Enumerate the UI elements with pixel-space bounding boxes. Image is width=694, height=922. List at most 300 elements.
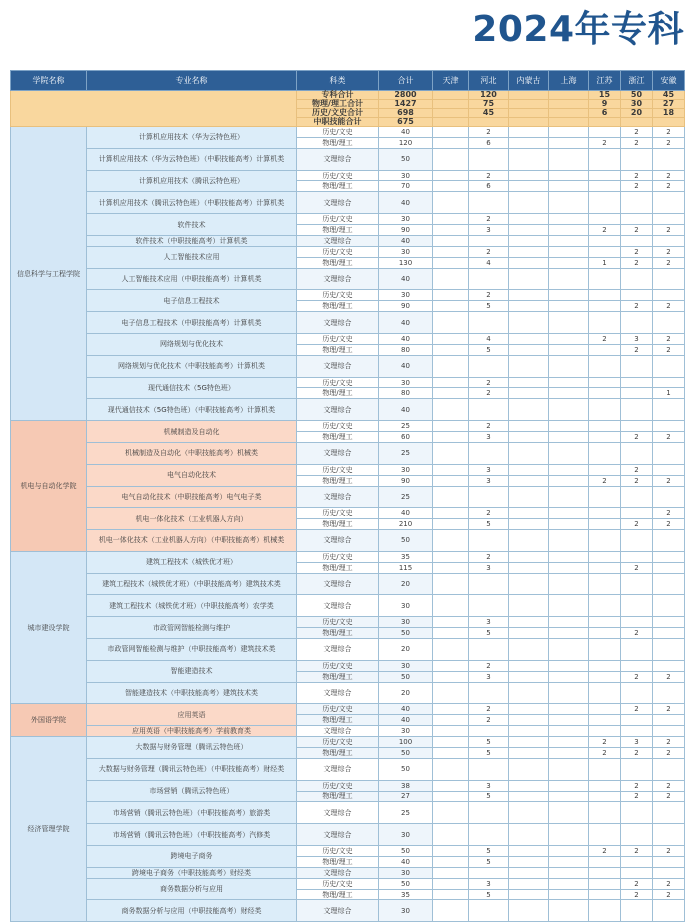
province-cell: 2: [469, 551, 509, 562]
major-name: 计算机应用技术（华为云特色班）（中职技能高考）计算机类: [87, 148, 297, 170]
province-cell: [509, 900, 549, 922]
province-cell: 3: [469, 780, 509, 791]
total-cell: 50: [379, 628, 433, 639]
major-name: 商务数据分析与应用: [87, 878, 297, 900]
summary-province-value: [509, 109, 549, 118]
major-name: 人工智能技术应用: [87, 246, 297, 268]
total-cell: 30: [379, 246, 433, 257]
province-cell: [433, 464, 469, 475]
province-cell: [433, 617, 469, 628]
category-cell: 物理/理工: [297, 225, 379, 236]
province-cell: [621, 802, 653, 824]
header-total: 合计: [379, 71, 433, 91]
table-row: [11, 312, 685, 334]
province-cell: [433, 148, 469, 170]
province-cell: [589, 562, 621, 573]
summary-province-value: [433, 100, 469, 109]
province-cell: 3: [469, 432, 509, 443]
province-cell: [549, 682, 589, 704]
province-cell: [589, 824, 621, 846]
major-name: 机械制造及自动化: [87, 421, 297, 443]
total-cell: 80: [379, 344, 433, 355]
table-row: [11, 737, 685, 748]
province-cell: 4: [469, 257, 509, 268]
province-cell: [621, 235, 653, 246]
category-cell: 物理/理工: [297, 562, 379, 573]
province-cell: 2: [621, 780, 653, 791]
major-name: 软件技术: [87, 214, 297, 236]
major-name: 应用英语（中职技能高考）学前教育类: [87, 726, 297, 737]
province-cell: [621, 617, 653, 628]
table-row: [11, 595, 685, 617]
total-cell: 40: [379, 333, 433, 344]
province-cell: [509, 225, 549, 236]
province-cell: [549, 617, 589, 628]
table-row: [11, 246, 685, 257]
summary-total: 1427: [379, 100, 433, 109]
table-row: [11, 399, 685, 421]
total-cell: 30: [379, 617, 433, 628]
province-cell: [549, 508, 589, 519]
summary-province-value: [433, 109, 469, 118]
province-cell: [433, 758, 469, 780]
province-cell: [469, 268, 509, 290]
province-cell: [589, 464, 621, 475]
province-cell: [589, 421, 621, 432]
province-cell: [549, 246, 589, 257]
province-cell: [509, 486, 549, 508]
header-anhui: 安徽: [653, 71, 685, 91]
major-name: 电气自动化技术: [87, 464, 297, 486]
province-cell: [509, 432, 549, 443]
table-row: [11, 682, 685, 704]
province-cell: 2: [653, 225, 685, 236]
province-cell: [469, 802, 509, 824]
summary-province-value: 20: [621, 109, 653, 118]
province-cell: 2: [621, 671, 653, 682]
province-cell: [433, 846, 469, 857]
province-cell: [653, 595, 685, 617]
province-cell: [621, 388, 653, 399]
major-name: 电子信息工程技术（中职技能高考）计算机类: [87, 312, 297, 334]
total-cell: 40: [379, 715, 433, 726]
province-cell: [653, 726, 685, 737]
province-cell: [469, 824, 509, 846]
province-cell: [589, 192, 621, 214]
province-cell: [549, 421, 589, 432]
province-cell: 5: [469, 344, 509, 355]
province-cell: [433, 301, 469, 312]
province-cell: 5: [469, 628, 509, 639]
province-cell: 2: [653, 181, 685, 192]
summary-province-value: [433, 118, 469, 127]
province-cell: 1: [653, 388, 685, 399]
total-cell: 40: [379, 856, 433, 867]
category-cell: 物理/理工: [297, 344, 379, 355]
province-cell: [433, 660, 469, 671]
province-cell: [509, 747, 549, 758]
total-cell: 115: [379, 562, 433, 573]
province-cell: [509, 856, 549, 867]
province-cell: [433, 235, 469, 246]
total-cell: 50: [379, 846, 433, 857]
province-cell: [549, 235, 589, 246]
total-cell: 30: [379, 867, 433, 878]
major-name: 市场营销（腾讯云特色班）: [87, 780, 297, 802]
province-cell: [549, 486, 589, 508]
summary-province-value: [549, 91, 589, 100]
province-cell: 2: [469, 290, 509, 301]
table-row: [11, 377, 685, 388]
province-cell: [549, 127, 589, 138]
province-cell: [549, 148, 589, 170]
category-cell: 历史/文史: [297, 421, 379, 432]
province-cell: [549, 355, 589, 377]
category-cell: 文理综合: [297, 235, 379, 246]
province-cell: [433, 225, 469, 236]
province-cell: [433, 878, 469, 889]
province-cell: [433, 508, 469, 519]
province-cell: [621, 377, 653, 388]
province-cell: 2: [653, 791, 685, 802]
province-cell: 2: [621, 562, 653, 573]
province-cell: [653, 442, 685, 464]
province-cell: 2: [653, 519, 685, 530]
province-cell: [653, 715, 685, 726]
total-cell: 80: [379, 388, 433, 399]
total-cell: 30: [379, 464, 433, 475]
summary-province-value: 45: [653, 91, 685, 100]
province-cell: 2: [653, 737, 685, 748]
province-cell: [589, 181, 621, 192]
category-cell: 文理综合: [297, 682, 379, 704]
province-cell: [509, 355, 549, 377]
province-cell: 2: [469, 704, 509, 715]
table-row: [11, 333, 685, 344]
category-cell: 历史/文史: [297, 290, 379, 301]
major-name: 市场营销（腾讯云特色班）（中职技能高考）旅游类: [87, 802, 297, 824]
category-cell: 历史/文史: [297, 333, 379, 344]
province-cell: [509, 475, 549, 486]
total-cell: 50: [379, 671, 433, 682]
province-cell: [509, 682, 549, 704]
table-row: [11, 355, 685, 377]
province-cell: 2: [621, 475, 653, 486]
province-cell: [433, 475, 469, 486]
province-cell: 2: [653, 246, 685, 257]
province-cell: 3: [469, 562, 509, 573]
province-cell: [549, 639, 589, 661]
province-cell: 2: [469, 388, 509, 399]
table-body: [11, 91, 685, 922]
category-cell: 历史/文史: [297, 127, 379, 138]
major-name: 建筑工程技术（城铁优才班）（中职技能高考）农学类: [87, 595, 297, 617]
table-row: [11, 530, 685, 552]
header-hebei: 河北: [469, 71, 509, 91]
province-cell: 2: [621, 519, 653, 530]
province-cell: [433, 486, 469, 508]
province-cell: [509, 758, 549, 780]
province-cell: [549, 660, 589, 671]
total-cell: 130: [379, 257, 433, 268]
category-cell: 历史/文史: [297, 617, 379, 628]
province-cell: [549, 595, 589, 617]
province-cell: 5: [469, 856, 509, 867]
province-cell: [469, 355, 509, 377]
province-cell: 3: [469, 617, 509, 628]
province-cell: [509, 312, 549, 334]
category-cell: 历史/文史: [297, 377, 379, 388]
province-cell: [653, 660, 685, 671]
category-cell: 文理综合: [297, 148, 379, 170]
province-cell: [589, 682, 621, 704]
province-cell: [509, 257, 549, 268]
province-cell: [589, 290, 621, 301]
total-cell: 30: [379, 214, 433, 225]
province-cell: 2: [621, 432, 653, 443]
province-cell: [509, 715, 549, 726]
table-row: [11, 878, 685, 889]
major-name: 计算机应用技术（腾讯云特色班）: [87, 170, 297, 192]
province-cell: [433, 551, 469, 562]
province-cell: [549, 432, 589, 443]
province-cell: 3: [469, 878, 509, 889]
province-cell: [589, 856, 621, 867]
table-row: [11, 824, 685, 846]
province-cell: [469, 312, 509, 334]
province-cell: [469, 148, 509, 170]
major-name: 机电一体化技术（工业机器人方向）: [87, 508, 297, 530]
province-cell: [433, 747, 469, 758]
table-row: [11, 442, 685, 464]
province-cell: [469, 399, 509, 421]
province-cell: [433, 214, 469, 225]
province-cell: [509, 290, 549, 301]
province-cell: 2: [621, 878, 653, 889]
province-cell: [433, 737, 469, 748]
category-cell: 历史/文史: [297, 246, 379, 257]
category-cell: 物理/理工: [297, 137, 379, 148]
province-cell: [469, 595, 509, 617]
total-cell: 30: [379, 660, 433, 671]
table-row: [11, 639, 685, 661]
province-cell: 2: [621, 704, 653, 715]
category-cell: 物理/理工: [297, 257, 379, 268]
province-cell: [621, 660, 653, 671]
province-cell: 2: [653, 127, 685, 138]
table-row: [11, 508, 685, 519]
province-cell: [549, 856, 589, 867]
province-cell: [549, 900, 589, 922]
province-cell: [509, 726, 549, 737]
province-cell: [653, 802, 685, 824]
major-name: 网络规划与优化技术: [87, 333, 297, 355]
total-cell: 40: [379, 399, 433, 421]
province-cell: [433, 628, 469, 639]
province-cell: [549, 475, 589, 486]
province-cell: 2: [621, 137, 653, 148]
province-cell: [621, 290, 653, 301]
province-cell: [509, 573, 549, 595]
province-cell: [621, 530, 653, 552]
category-cell: 文理综合: [297, 399, 379, 421]
major-name: 跨境电子商务: [87, 846, 297, 868]
summary-blank-cell: [11, 91, 297, 127]
province-cell: [589, 595, 621, 617]
province-cell: [589, 355, 621, 377]
province-cell: [653, 867, 685, 878]
major-name: 建筑工程技术（城铁优才班）: [87, 551, 297, 573]
province-cell: 5: [469, 737, 509, 748]
province-cell: [653, 421, 685, 432]
major-name: 商务数据分析与应用（中职技能高考）财经类: [87, 900, 297, 922]
major-name: 建筑工程技术（城铁优才班）（中职技能高考）建筑技术类: [87, 573, 297, 595]
major-name: 现代通信技术（5G特色班）（中职技能高考）计算机类: [87, 399, 297, 421]
table-row: [11, 758, 685, 780]
province-cell: 1: [589, 257, 621, 268]
total-cell: 40: [379, 268, 433, 290]
province-cell: [433, 355, 469, 377]
province-cell: [509, 737, 549, 748]
province-cell: [653, 530, 685, 552]
total-cell: 35: [379, 889, 433, 900]
table-row: [11, 192, 685, 214]
province-cell: [549, 137, 589, 148]
major-name: 跨境电子商务（中职技能高考）财经类: [87, 867, 297, 878]
province-cell: 2: [589, 137, 621, 148]
page-title: 2024年专科: [472, 9, 684, 50]
province-cell: 2: [469, 508, 509, 519]
province-cell: [653, 290, 685, 301]
category-cell: 物理/理工: [297, 791, 379, 802]
province-cell: [509, 617, 549, 628]
summary-province-value: [509, 91, 549, 100]
category-cell: 物理/理工: [297, 519, 379, 530]
province-cell: 2: [653, 747, 685, 758]
province-cell: [549, 628, 589, 639]
province-cell: [549, 824, 589, 846]
province-cell: [589, 628, 621, 639]
province-cell: [549, 181, 589, 192]
province-cell: [433, 137, 469, 148]
summary-province-value: [549, 118, 589, 127]
province-cell: 2: [621, 846, 653, 857]
total-cell: 20: [379, 639, 433, 661]
province-cell: [621, 682, 653, 704]
province-cell: 2: [621, 889, 653, 900]
province-cell: 2: [469, 660, 509, 671]
province-cell: [653, 824, 685, 846]
category-cell: 历史/文史: [297, 704, 379, 715]
province-cell: 2: [653, 704, 685, 715]
province-cell: [653, 617, 685, 628]
province-cell: [509, 268, 549, 290]
total-cell: 25: [379, 421, 433, 432]
summary-province-value: 120: [469, 91, 509, 100]
category-cell: 历史/文史: [297, 780, 379, 791]
college-name: 经济管理学院: [11, 737, 87, 922]
province-cell: [469, 486, 509, 508]
total-cell: 30: [379, 170, 433, 181]
summary-province-value: [433, 91, 469, 100]
province-cell: [589, 344, 621, 355]
province-cell: 2: [621, 628, 653, 639]
table-row: [11, 170, 685, 181]
province-cell: [589, 442, 621, 464]
province-cell: [433, 388, 469, 399]
total-cell: 40: [379, 508, 433, 519]
college-name: 外国语学院: [11, 704, 87, 737]
province-cell: [653, 551, 685, 562]
header-major: 专业名称: [87, 71, 297, 91]
category-cell: 历史/文史: [297, 464, 379, 475]
province-cell: [509, 595, 549, 617]
major-name: 智能建造技术: [87, 660, 297, 682]
category-cell: 文理综合: [297, 442, 379, 464]
total-cell: 50: [379, 530, 433, 552]
summary-province-value: 27: [653, 100, 685, 109]
table-row: [11, 780, 685, 791]
province-cell: [433, 377, 469, 388]
province-cell: [433, 421, 469, 432]
province-cell: [433, 519, 469, 530]
province-cell: 6: [469, 137, 509, 148]
province-cell: 2: [653, 846, 685, 857]
province-cell: [433, 856, 469, 867]
province-cell: [469, 573, 509, 595]
province-cell: [509, 780, 549, 791]
major-name: 机电一体化技术（工业机器人方向）（中职技能高考）机械类: [87, 530, 297, 552]
province-cell: [433, 530, 469, 552]
category-cell: 历史/文史: [297, 660, 379, 671]
province-cell: [653, 355, 685, 377]
province-cell: 2: [621, 301, 653, 312]
province-cell: [621, 312, 653, 334]
province-cell: [589, 671, 621, 682]
province-cell: [589, 639, 621, 661]
total-cell: 30: [379, 726, 433, 737]
province-cell: [589, 508, 621, 519]
college-name: 信息科学与工程学院: [11, 127, 87, 421]
province-cell: 2: [653, 344, 685, 355]
summary-province-value: 18: [653, 109, 685, 118]
total-cell: 27: [379, 791, 433, 802]
province-cell: [433, 290, 469, 301]
province-cell: 2: [653, 878, 685, 889]
province-cell: 2: [589, 333, 621, 344]
table-row: [11, 268, 685, 290]
summary-province-value: 50: [621, 91, 653, 100]
province-cell: [621, 551, 653, 562]
province-cell: [589, 758, 621, 780]
table-row: [11, 235, 685, 246]
province-cell: [509, 127, 549, 138]
category-cell: 文理综合: [297, 355, 379, 377]
province-cell: [549, 867, 589, 878]
summary-province-value: 30: [621, 100, 653, 109]
province-cell: [509, 889, 549, 900]
header-shanghai: 上海: [549, 71, 589, 91]
summary-province-value: 45: [469, 109, 509, 118]
total-cell: 40: [379, 235, 433, 246]
province-cell: [653, 214, 685, 225]
province-cell: [509, 846, 549, 857]
province-cell: [653, 312, 685, 334]
header-tianjin: 天津: [433, 71, 469, 91]
province-cell: [509, 399, 549, 421]
province-cell: [509, 791, 549, 802]
province-cell: 2: [589, 737, 621, 748]
